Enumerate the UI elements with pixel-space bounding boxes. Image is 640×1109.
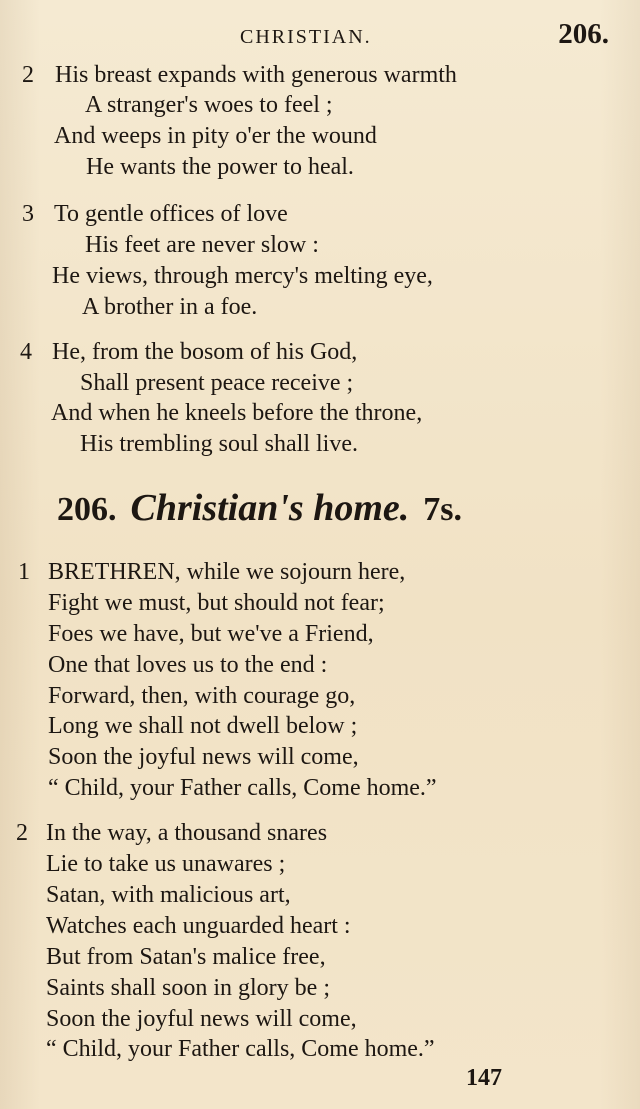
verse-line: “ Child, your Father calls, Come home.”	[48, 775, 437, 801]
verse-line: He views, through mercy's melting eye,	[52, 263, 433, 289]
verse-line: And when he kneels before the throne,	[51, 400, 423, 426]
verse-line: He wants the power to heal.	[86, 154, 354, 180]
verse-line: Fight we must, but should not fear;	[48, 590, 385, 616]
verse-line: Foes we have, but we've a Friend,	[48, 621, 374, 647]
hymn-heading	[57, 486, 462, 530]
running-title: CHRISTIAN.	[240, 26, 372, 48]
hymn-meter: 7s.	[423, 491, 462, 528]
verse-line: Soon the joyful news will come,	[48, 744, 359, 770]
verse-line: But from Satan's malice free,	[46, 944, 326, 970]
verse-line: One that loves us to the end :	[48, 652, 328, 678]
verse-line: BRETHREN, while we sojourn here,	[48, 559, 406, 585]
verse-line: In the way, a thousand snares	[46, 820, 328, 846]
verse-line: His feet are never slow :	[85, 232, 319, 258]
verse-line: A brother in a foe.	[82, 294, 258, 320]
stanza-number: 4	[20, 339, 32, 365]
verse-line: Lie to take us unawares ;	[46, 851, 286, 877]
verse-line: To gentle offices of love	[54, 201, 288, 227]
verse-line: And weeps in pity o'er the wound	[54, 123, 377, 149]
stanza-number: 3	[22, 201, 34, 227]
verse-line: Soon the joyful news will come,	[46, 1006, 357, 1032]
verse-line: Forward, then, with courage go,	[48, 683, 356, 709]
verse-line: His trembling soul shall live.	[80, 431, 358, 457]
stanza-number: 2	[22, 62, 34, 88]
verse-line: Watches each unguarded heart :	[46, 913, 351, 939]
page-number: 147	[466, 1065, 502, 1091]
verse-line: He, from the bosom of his God,	[52, 339, 358, 365]
hymn-title: Christian's home.	[130, 487, 410, 529]
verse-line: His breast expands with generous warmth	[55, 62, 457, 88]
verse-line: “ Child, your Father calls, Come home.”	[46, 1036, 435, 1062]
stanza-number: 1	[18, 559, 30, 585]
verse-line: Long we shall not dwell below ;	[48, 713, 358, 739]
verse-line: Satan, with malicious art,	[46, 882, 291, 908]
header-page-label: 206.	[558, 18, 609, 50]
hymn-number: 206.	[57, 491, 117, 528]
verse-line: Saints shall soon in glory be ;	[46, 975, 330, 1001]
stanza-number: 2	[16, 820, 28, 846]
verse-line: A stranger's woes to feel ;	[85, 92, 333, 118]
verse-line: Shall present peace receive ;	[80, 370, 354, 396]
